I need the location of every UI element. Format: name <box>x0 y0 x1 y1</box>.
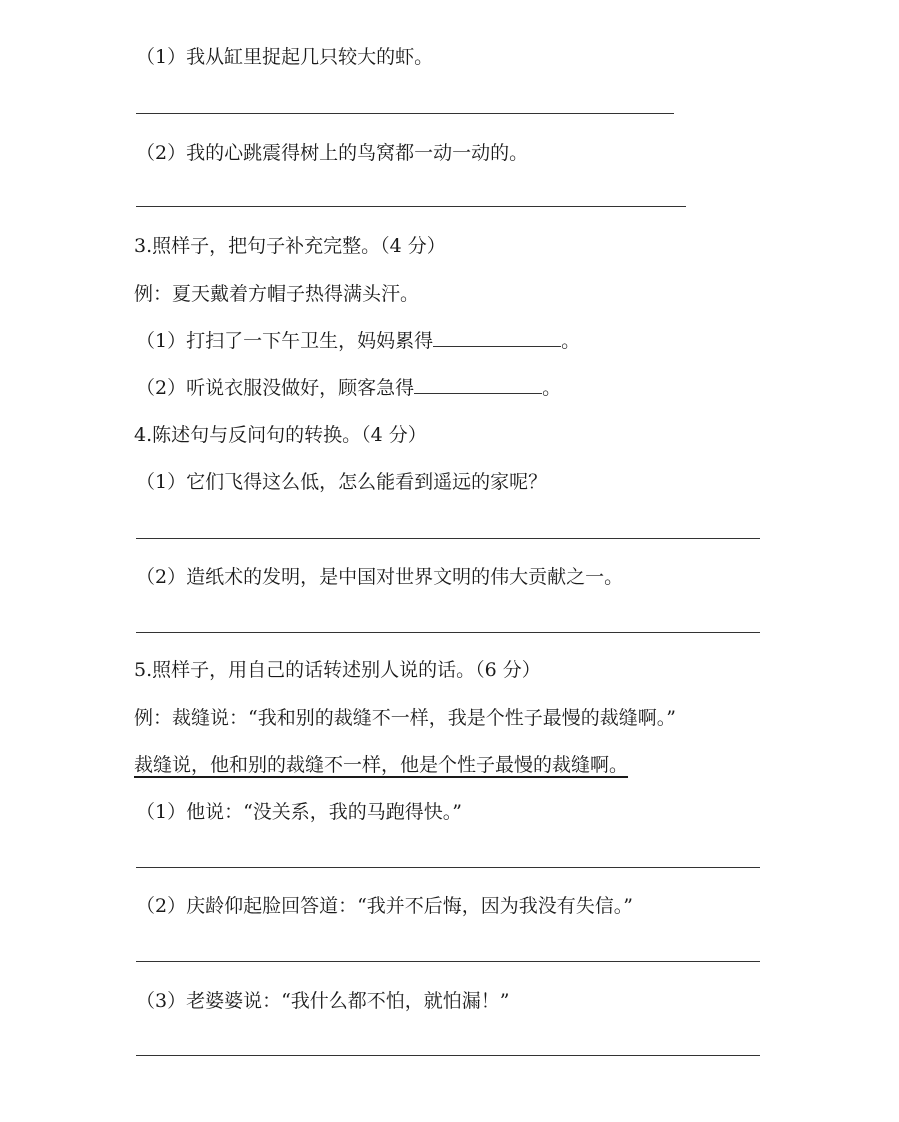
q5-item-1-answer-line[interactable] <box>136 867 760 868</box>
q5-example-answer: 裁缝说，他和别的裁缝不一样，他是个性子最慢的裁缝啊。 <box>134 754 629 776</box>
q5-item-2-answer-line[interactable] <box>136 961 760 962</box>
q3-item-1-end: 。 <box>561 330 581 352</box>
q4-title: 4.陈述句与反问句的转换。（4 分） <box>134 424 427 446</box>
q2-item-1: （1）我从缸里捉起几只较大的虾。 <box>136 46 434 68</box>
q3-title: 3.照样子，把句子补充完整。（4 分） <box>134 235 446 257</box>
q4-item-1-answer-line[interactable] <box>136 538 760 539</box>
q5-item-1: （1）他说：“没关系，我的马跑得快。” <box>136 801 463 823</box>
q5-item-2: （2）庆龄仰起脸回答道：“我并不后悔，因为我没有失信。” <box>136 895 634 917</box>
q4-item-2-answer-line[interactable] <box>136 632 760 633</box>
q3-item-2 <box>136 375 561 401</box>
q2-item-2: （2）我的心跳震得树上的鸟窝都一动一动的。 <box>136 142 529 164</box>
q5-item-3: （3）老婆婆说：“我什么都不怕，就怕漏！” <box>136 990 510 1012</box>
q2-item-2-answer-line[interactable] <box>136 206 686 207</box>
q3-item-1-blank[interactable] <box>433 328 561 347</box>
q3-example: 例：夏天戴着方帽子热得满头汗。 <box>134 283 420 305</box>
q3-item-1 <box>136 328 580 354</box>
q3-item-2-text: （2）听说衣服没做好，顾客急得 <box>136 377 415 399</box>
q4-item-2: （2）造纸术的发明，是中国对世界文明的伟大贡献之一。 <box>136 566 624 588</box>
q4-item-1: （1）它们飞得这么低，怎么能看到遥远的家呢？ <box>136 471 548 493</box>
q5-item-3-answer-line[interactable] <box>136 1055 760 1056</box>
q2-item-1-answer-line[interactable] <box>136 113 674 114</box>
q3-item-2-blank[interactable] <box>414 375 542 394</box>
q3-item-2-end: 。 <box>542 377 562 399</box>
q3-item-1-text: （1）打扫了一下午卫生，妈妈累得 <box>136 330 434 352</box>
q5-example: 例：裁缝说：“我和别的裁缝不一样，我是个性子最慢的裁缝啊。” <box>134 707 676 729</box>
q5-title: 5.照样子，用自己的话转述别人说的话。（6 分） <box>134 659 541 681</box>
